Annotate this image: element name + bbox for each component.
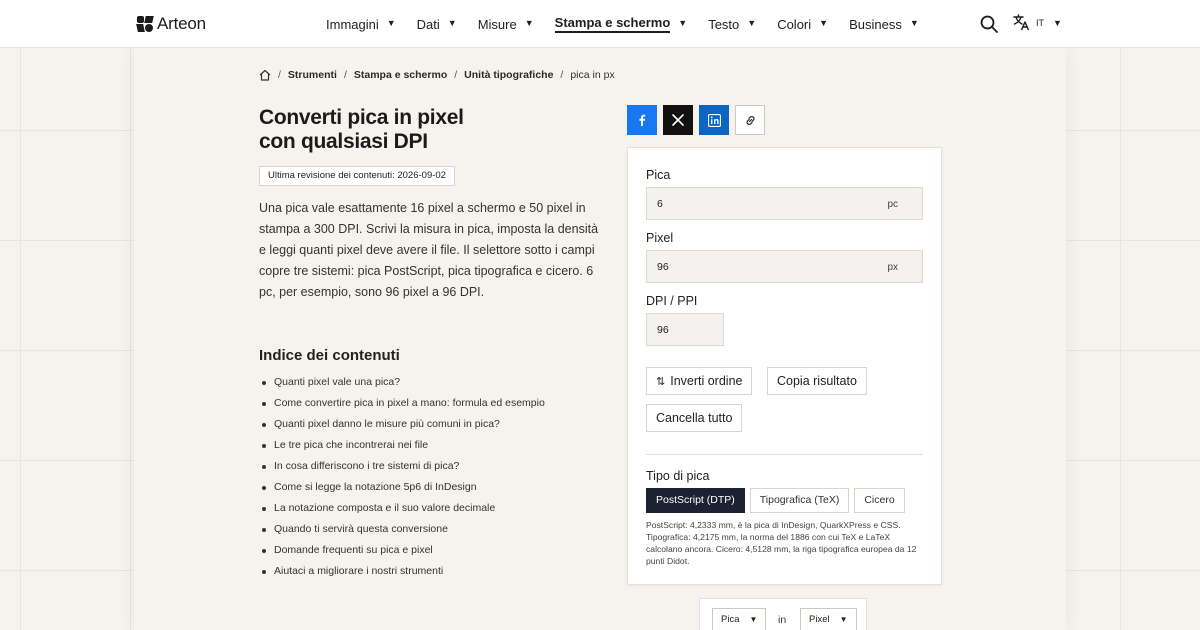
pica-label: Pica (646, 168, 671, 182)
breadcrumb-separator: / (343, 69, 347, 81)
chevron-down-icon: ▼ (524, 18, 534, 28)
converter-card (627, 147, 942, 585)
nav-item-dati[interactable] (417, 17, 457, 32)
toc-title: Indice dei contenuti (259, 347, 400, 364)
clear-all-label: Cancella tutto (656, 411, 733, 425)
pixel-unit: px (887, 262, 898, 273)
chevron-down-icon: ▼ (749, 615, 758, 624)
chevron-down-icon: ▼ (678, 18, 688, 28)
x-icon (672, 114, 684, 126)
pica-type-postscript[interactable]: PostScript (DTP) (646, 488, 745, 513)
pixel-label: Pixel (646, 231, 674, 245)
breadcrumb-separator: / (278, 69, 281, 81)
clear-all-button[interactable] (646, 404, 742, 432)
share-facebook-button[interactable] (627, 105, 657, 135)
pica-type-label: Tipo di pica (646, 469, 710, 483)
toc-item[interactable]: In cosa differiscono i tre sistemi di pica? (259, 456, 545, 477)
breadcrumb-current: pica in px (570, 69, 615, 81)
language-selector[interactable] (1013, 14, 1062, 31)
logo-text: Arteon (157, 14, 206, 33)
pica-type-note: PostScript: 4,2333 mm, è la pica di InDesign, QuarkXPress e CSS. Tipografica: 4,2175 mm, la norma del 1886 con cui TeX e LaTeX calcolano ancora. Cicero: 4,5128 mm, la riga tipografica europea da 12 punti Didot. (646, 520, 917, 566)
nav-item-business[interactable] (849, 17, 919, 32)
nav-label: Dati (416, 16, 440, 32)
toc-item[interactable]: Quanti pixel danno le misure più comuni in pica? (259, 414, 545, 435)
nav-label: Colori (777, 16, 812, 32)
search-icon (979, 14, 999, 34)
nav-item-stampa-e-schermo[interactable] (555, 15, 688, 33)
page-title-line-1: Converti pica in pixel (259, 106, 464, 129)
breadcrumb-separator: / (560, 69, 564, 81)
nav-label: Misure (477, 16, 517, 32)
swap-icon: ⇅ (656, 376, 666, 388)
chevron-down-icon: ▼ (909, 18, 919, 28)
from-unit-select[interactable] (712, 608, 766, 630)
toc-item[interactable]: Aiutaci a migliorare i nostri strumenti (259, 561, 545, 582)
chevron-down-icon: ▼ (819, 18, 829, 28)
pica-type-selector (646, 488, 905, 513)
main-nav (326, 0, 940, 48)
from-unit-value: Pica (721, 614, 740, 625)
swap-order-label: Inverti ordine (670, 374, 743, 388)
home-icon[interactable] (259, 69, 271, 81)
in-label: in (778, 614, 787, 626)
divider (646, 454, 923, 455)
top-navigation-bar (0, 0, 1200, 48)
pixel-value: 96 (657, 261, 669, 273)
intro-paragraph: Una pica vale esattamente 16 pixel a schermo e 50 pixel in stampa a 300 DPI. Scrivi la misura in pica, imposta la densità e leggi quanti pixel deve avere il file. Il selettore sotto i campi copre tre sistemi: pica PostScript, pica tipografica e cicero. 6 pc, per esempio, sono 96 pixel a 96 DPI. (259, 201, 599, 299)
nav-item-misure[interactable] (478, 17, 534, 32)
toc-item[interactable]: Come si legge la notazione 5p6 di InDesign (259, 477, 545, 498)
toc-item[interactable]: Domande frequenti su pica e pixel (259, 540, 545, 561)
to-unit-value: Pixel (809, 614, 830, 625)
toc-item[interactable]: Come convertire pica in pixel a mano: formula ed esempio (259, 393, 545, 414)
breadcrumb-separator: / (454, 69, 458, 81)
nav-label: Immagini (326, 16, 379, 32)
nav-label: Business (849, 16, 902, 32)
dpi-input[interactable] (646, 313, 724, 346)
nav-item-immagini[interactable] (326, 17, 396, 32)
page-title (259, 106, 579, 154)
nav-item-testo[interactable] (708, 17, 756, 32)
toc-item[interactable]: La notazione composta e il suo valore decimale (259, 498, 545, 519)
chevron-down-icon: ▼ (747, 18, 757, 28)
pica-type-cicero[interactable]: Cicero (854, 488, 904, 513)
dpi-value: 96 (657, 324, 669, 336)
share-linkedin-button[interactable] (699, 105, 729, 135)
breadcrumb-strumenti[interactable]: Strumenti (287, 69, 337, 81)
link-icon (744, 114, 757, 127)
nav-label: Testo (708, 16, 740, 32)
chevron-down-icon: ▼ (386, 18, 396, 28)
chevron-down-icon: ▼ (447, 18, 457, 28)
share-bar (627, 105, 765, 135)
translate-icon (1013, 14, 1030, 31)
chevron-down-icon: ▼ (839, 615, 848, 624)
pica-type-tipografica[interactable]: Tipografica (TeX) (750, 488, 850, 513)
pixel-input[interactable] (646, 250, 923, 283)
breadcrumb (259, 69, 615, 81)
facebook-icon (635, 113, 649, 127)
to-unit-select[interactable] (800, 608, 857, 630)
chevron-down-icon: ▼ (1053, 17, 1062, 28)
toc-item[interactable]: Quanti pixel vale una pica? (259, 372, 545, 393)
dpi-label: DPI / PPI (646, 294, 698, 308)
nav-item-colori[interactable] (777, 17, 828, 32)
search-button[interactable] (979, 14, 999, 34)
swap-order-button[interactable] (646, 367, 752, 395)
pica-input[interactable] (646, 187, 923, 220)
share-x-button[interactable] (663, 105, 693, 135)
toc-item[interactable]: Quando ti servirà questa conversione (259, 519, 545, 540)
breadcrumb-unita-tipografiche[interactable]: Unità tipografiche (464, 69, 554, 81)
linkedin-icon (708, 114, 721, 127)
copy-result-button[interactable] (767, 367, 867, 395)
toc-item[interactable]: Le tre pica che incontrerai nei file (259, 435, 545, 456)
revision-badge: Ultima revisione dei contenuti: 2026-09-02 (259, 166, 455, 186)
logo-mark-icon (137, 16, 153, 32)
page-title-line-2: con qualsiasi DPI (259, 130, 428, 153)
unit-switcher (699, 598, 867, 630)
pica-value: 6 (657, 198, 663, 210)
pica-unit: pc (887, 199, 898, 210)
nav-label: Stampa e schermo (555, 15, 671, 33)
logo[interactable] (137, 14, 206, 34)
table-of-contents (259, 372, 545, 582)
breadcrumb-stampa-e-schermo[interactable]: Stampa e schermo (353, 69, 448, 81)
copy-link-button[interactable] (735, 105, 765, 135)
language-code: IT (1036, 17, 1044, 28)
copy-result-label: Copia risultato (777, 374, 857, 388)
